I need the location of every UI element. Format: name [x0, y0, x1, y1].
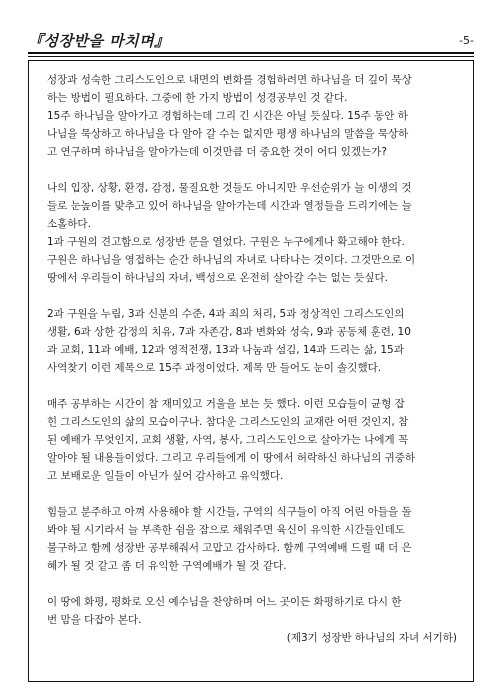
text-line: 된 예배가 무엇인지, 교회 생활, 사역, 봉사, 그리스도인으로 살아가는 나에게 꼭: [47, 434, 409, 446]
text-line: 소홀하다.: [47, 218, 91, 230]
content-box: [28, 60, 474, 682]
text-line: 고 연구하며 하나님을 알아가는데 이것만큼 더 중요한 것이 어디 있겠는가?: [47, 146, 387, 158]
paragraph-5: [47, 503, 457, 575]
text-line: 나의 입장, 상황, 환경, 감정, 물질요한 것들도 아니지만 우선순위가 늘 이생의 것: [47, 182, 412, 194]
body-text: [47, 71, 457, 647]
paragraph-4: [47, 395, 457, 485]
text-line: 15주 하나님을 알아가고 경험하는데 그리 긴 시간은 아닐 듯싶다. 15주 동안 하: [47, 110, 408, 122]
header-rule-thin: [28, 56, 474, 57]
text-line: 매주 공부하는 시간이 참 재미있고 거울을 보는 듯 했다. 이런 모습들이 균형 잡: [47, 398, 405, 410]
text-line: 고 보배로운 일들이 아닌가 싶어 감사하고 유익했다.: [47, 470, 284, 482]
text-line: 하는 방법이 필요하다. 그중에 한 가지 방법이 성경공부인 것 같다.: [47, 92, 348, 104]
paragraph-1: [47, 71, 457, 161]
text-line: 힘들고 분주하고 아껴 사용해야 할 시간들, 구역의 식구들이 아직 어린 아들을 돌: [47, 506, 412, 518]
text-line: 1과 구원의 견고함으로 성장반 문을 열었다. 구원은 누구에게나 확고해야 한다.: [47, 236, 405, 248]
paragraph-3: [47, 305, 457, 377]
paragraph-2: [47, 179, 457, 287]
document-title: 『성장반을 마치며』: [28, 32, 170, 50]
header-rule-thick: [28, 52, 474, 54]
text-line: 불구하고 함께 성장반 공부해줘서 고맙고 감사하다. 함께 구역예배 드릴 때 더 은: [47, 542, 412, 554]
text-line: 성장과 성숙한 그리스도인으로 내면의 변화를 경험하려면 하나님을 더 깊이 묵상: [47, 74, 412, 86]
text-line: 봐야 될 시기라서 늘 부족한 쉼을 잠으로 채워주면 육신이 유익한 시간들인데도: [47, 524, 405, 536]
text-line: 혜가 될 것 같고 좀 더 유익한 구역예배가 될 것 같다.: [47, 560, 287, 572]
text-line: 알아야 될 내용들이었다. 그리고 우리들에게 이 땅에서 허락하신 하나님의 귀중하: [47, 452, 416, 464]
page-number: -5-: [459, 34, 474, 47]
text-line: 번 맘을 다잡아 본다.: [47, 614, 142, 626]
page-header: [28, 32, 474, 52]
text-line: 힌 그리스도인의 삶의 모습이구나. 참다운 그리스도인의 교재란 어떤 것인지, 참: [47, 416, 409, 428]
text-line: 2과 구원을 누림, 3과 신분의 수준, 4과 죄의 처리, 5과 정상적인 그리스도인의: [47, 308, 405, 320]
text-line: 사역찾기 이런 제목으로 15주 과정이었다. 제목 만 들어도 눈이 솔깃했다.: [47, 362, 382, 374]
signature: (제3기 성장반 하나님의 자녀 서기하): [286, 632, 457, 644]
text-line: 과 교회, 11과 예배, 12과 영적전쟁, 13과 나눔과 섬김, 14과 드리는 삶, 15과: [47, 344, 404, 356]
text-line: 구원은 하나님을 영접하는 순간 하나님의 자녀로 나타나는 것이다. 그것만으로 이: [47, 254, 416, 266]
text-line: 생활, 6과 상한 감정의 치유, 7과 자존감, 8과 변화와 성숙, 9과 공동체 훈련, 10: [47, 326, 411, 338]
text-line: 나님을 묵상하고 하나님을 다 알아 갈 수는 없지만 평생 하나님의 말씀을 묵상하: [47, 128, 409, 140]
paragraph-6: [47, 593, 457, 629]
text-line: 들로 눈높이를 맞추고 있어 하나님을 알아가는데 시간과 열정들을 드리기에는 늘: [47, 200, 412, 212]
text-line: 땅에서 우리들이 하나님의 자녀, 백성으로 온전히 살아갈 수는 없는 듯싶다.: [47, 272, 389, 284]
text-line: 이 땅에 화평, 평화로 오신 예수님을 찬양하며 어느 곳이든 화평하기로 다시 한: [47, 596, 402, 608]
